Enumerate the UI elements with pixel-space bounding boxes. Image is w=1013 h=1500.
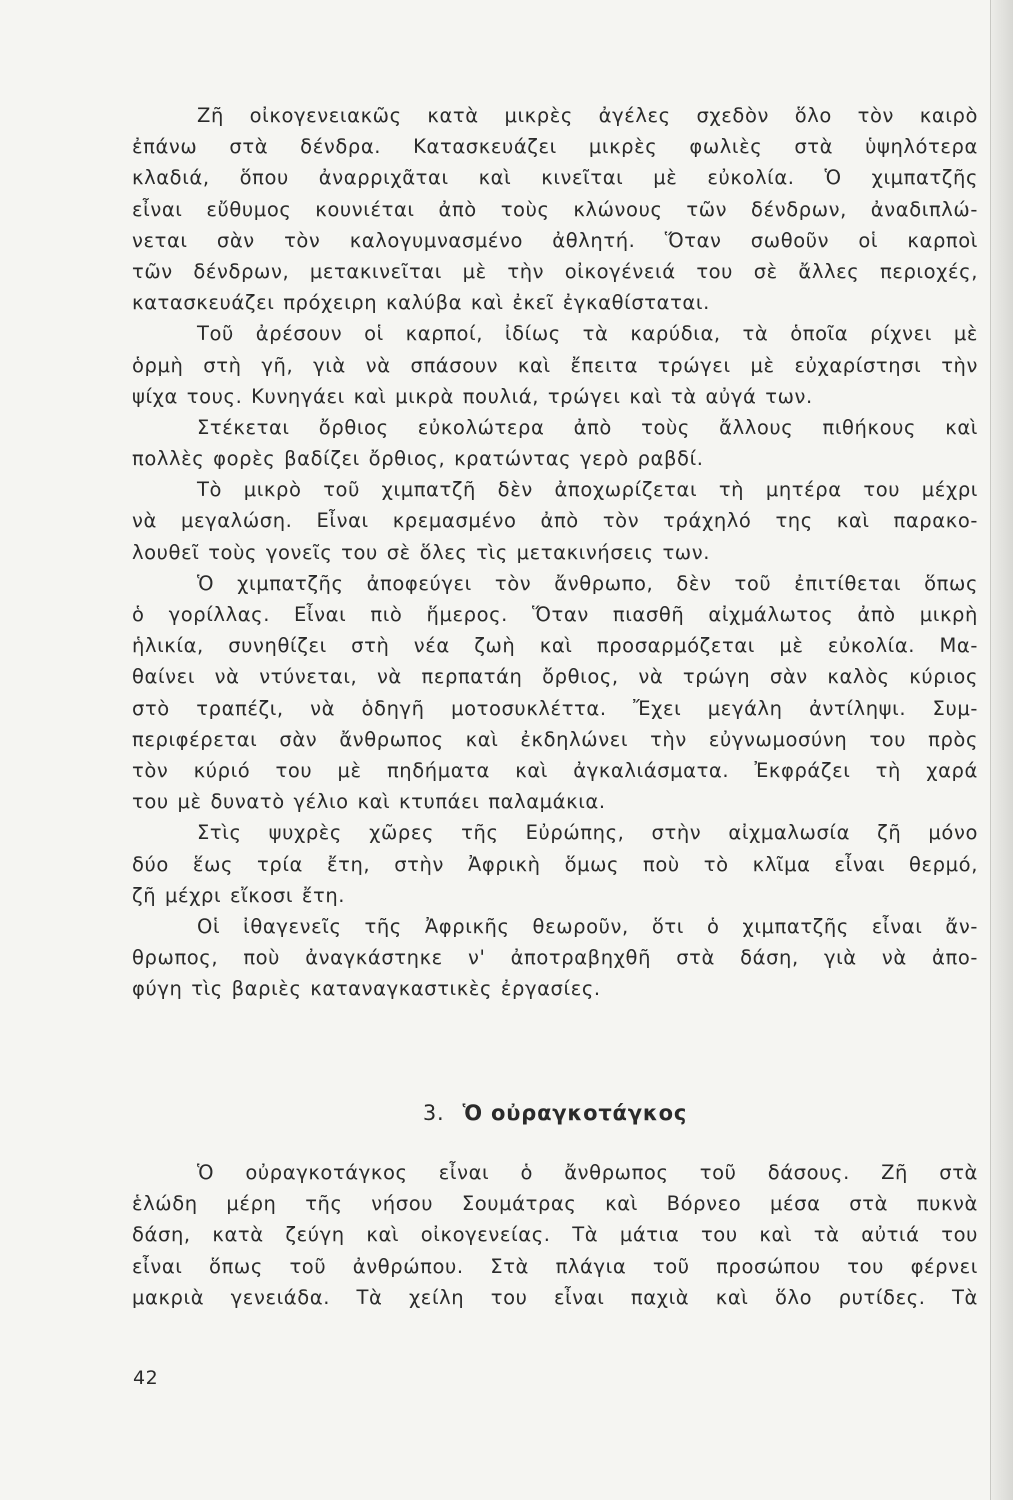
- text-line: κατασκευάζει πρόχειρη καλύβα καὶ ἐκεῖ ἐγκαθίσταται.: [132, 291, 710, 315]
- text-line: ἑλώδη μέρη τῆς νήσου Σουμάτρας καὶ Βόρνεο μέσα στὰ πυκνὰ: [132, 1192, 978, 1216]
- text-line: ὁ γορίλλας. Εἶναι πιὸ ἥμερος. Ὅταν πιασθῆ αἰχμάλωτος ἀπὸ μικρὴ: [132, 603, 978, 626]
- text-line: θαίνει νὰ ντύνεται, νὰ περπατάη ὄρθιος, νὰ τρώγη σὰν καλὸς κύριος: [132, 665, 978, 689]
- text-line: νεται σὰν τὸν καλογυμνασμένο ἀθλητή. Ὅταν σωθοῦν οἱ καρποὶ: [132, 228, 978, 252]
- section-number: 3.: [422, 1101, 445, 1125]
- text-line: Ὁ χιμπατζῆς ἀποφεύγει τὸν ἄνθρωπο, δὲν τοῦ ἐπιτίθεται ὅπως: [197, 571, 978, 595]
- text-line: Τὸ μικρὸ τοῦ χιμπατζῆ δὲν ἀποχωρίζεται τὴ μητέρα του μέχρι: [197, 478, 978, 502]
- text-line: στὸ τραπέζι, νὰ ὁδηγῆ μοτοσυκλέττα. Ἔχει μεγάλη ἀντίληψι. Συμ-: [132, 696, 978, 720]
- text-line: ψίχα τους. Κυνηγάει καὶ μικρὰ πουλιά, τρώγει καὶ τὰ αὐγά των.: [132, 384, 813, 408]
- section-heading: [132, 1101, 978, 1125]
- body-text: [132, 100, 978, 1004]
- text-line: ζῆ μέχρι εἴκοσι ἔτη.: [132, 883, 346, 907]
- text-line: Τοῦ ἀρέσουν οἱ καρποί, ἰδίως τὰ καρύδια, τὰ ὁποῖα ρίχνει μὲ: [197, 322, 978, 346]
- book-page: [132, 100, 978, 1309]
- text-line: ἡλικία, συνηθίζει στὴ νέα ζωὴ καὶ προσαρμόζεται μὲ εὐκολία. Μα-: [132, 634, 978, 658]
- text-line: μακριὰ γενειάδα. Τὰ χείλη του εἶναι παχιὰ καὶ ὅλο ρυτίδες. Τὰ: [132, 1285, 978, 1309]
- section-title: Ὁ οὐραγκοτάγκος: [462, 1101, 688, 1125]
- text-line: λουθεῖ τοὺς γονεῖς του σὲ ὅλες τὶς μετακινήσεις των.: [132, 540, 711, 564]
- paragraph-2: [132, 318, 978, 412]
- text-line: εἶναι εὔθυμος κουνιέται ἀπὸ τοὺς κλώνους τῶν δένδρων, ἀναδιπλώ-: [132, 197, 978, 221]
- text-line: δύο ἕως τρία ἔτη, στὴν Ἀφρικὴ ὅμως ποὺ τὸ κλῖμα εἶναι θερμό,: [132, 852, 978, 876]
- text-line: δάση, κατὰ ζεύγη καὶ οἰκογενείας. Τὰ μάτια του καὶ τὰ αὐτιά του: [132, 1223, 978, 1247]
- paragraph-6: [132, 817, 978, 911]
- paragraph-3: [132, 412, 978, 474]
- text-line: τῶν δένδρων, μετακινεῖται μὲ τὴν οἰκογένειά του σὲ ἄλλες περιοχές,: [132, 259, 978, 283]
- text-line: πολλὲς φορὲς βαδίζει ὄρθιος, κρατώντας γερὸ ραβδί.: [132, 447, 704, 471]
- text-line: Ζῆ οἰκογενειακῶς κατὰ μικρὲς ἀγέλες σχεδὸν ὅλο τὸν καιρὸ: [197, 104, 978, 127]
- text-line: του μὲ δυνατὸ γέλιο καὶ κτυπάει παλαμάκια.: [132, 790, 606, 814]
- text-line: Ὁ οὐραγκοτάγκος εἶναι ὁ ἄνθρωπος τοῦ δάσους. Ζῆ στὰ: [197, 1161, 978, 1184]
- text-line: τὸν κύριό του μὲ πηδήματα καὶ ἀγκαλιάσματα. Ἐκφράζει τὴ χαρά: [132, 758, 978, 782]
- text-line: θρωπος, ποὺ ἀναγκάστηκε ν' ἀποτραβηχθῆ στὰ δάση, γιὰ νὰ ἀπο-: [132, 946, 978, 970]
- section-body: [132, 1157, 978, 1313]
- paragraph-1: [132, 100, 978, 318]
- text-line: Στὶς ψυχρὲς χῶρες τῆς Εὐρώπης, στὴν αἰχμαλωσία ζῆ μόνο: [197, 821, 978, 845]
- text-line: εἶναι ὅπως τοῦ ἀνθρώπου. Στὰ πλάγια τοῦ προσώπου του φέρνει: [132, 1254, 978, 1278]
- page-number: 42: [133, 1367, 159, 1389]
- paragraph-5: [132, 568, 978, 818]
- text-line: περιφέρεται σὰν ἄνθρωπος καὶ ἐκδηλώνει τὴν εὐγνωμοσύνη του πρὸς: [132, 727, 978, 751]
- text-line: φύγη τὶς βαριὲς καταναγκαστικὲς ἐργασίες.: [132, 977, 601, 1001]
- paragraph-7: [132, 911, 978, 1005]
- text-line: νὰ μεγαλώση. Εἶναι κρεμασμένο ἀπὸ τὸν τράχηλό της καὶ παρακο-: [132, 509, 978, 533]
- text-line: κλαδιά, ὅπου ἀναρριχᾶται καὶ κινεῖται μὲ εὐκολία. Ὁ χιμπατζῆς: [132, 166, 978, 190]
- text-line: Οἱ ἰθαγενεῖς τῆς Ἀφρικῆς θεωροῦν, ὅτι ὁ χιμπατζῆς εἶναι ἄν-: [197, 914, 978, 938]
- text-line: ἐπάνω στὰ δένδρα. Κατασκευάζει μικρὲς φωλιὲς στὰ ὑψηλότερα: [132, 135, 978, 159]
- page-edge: [990, 0, 1013, 1500]
- text-line: ὁρμὴ στὴ γῆ, γιὰ νὰ σπάσουν καὶ ἔπειτα τρώγει μὲ εὐχαρίστησι τὴν: [132, 353, 978, 377]
- text-line: Στέκεται ὄρθιος εὐκολώτερα ἀπὸ τοὺς ἄλλους πιθήκους καὶ: [197, 415, 978, 439]
- paragraph-4: [132, 474, 978, 568]
